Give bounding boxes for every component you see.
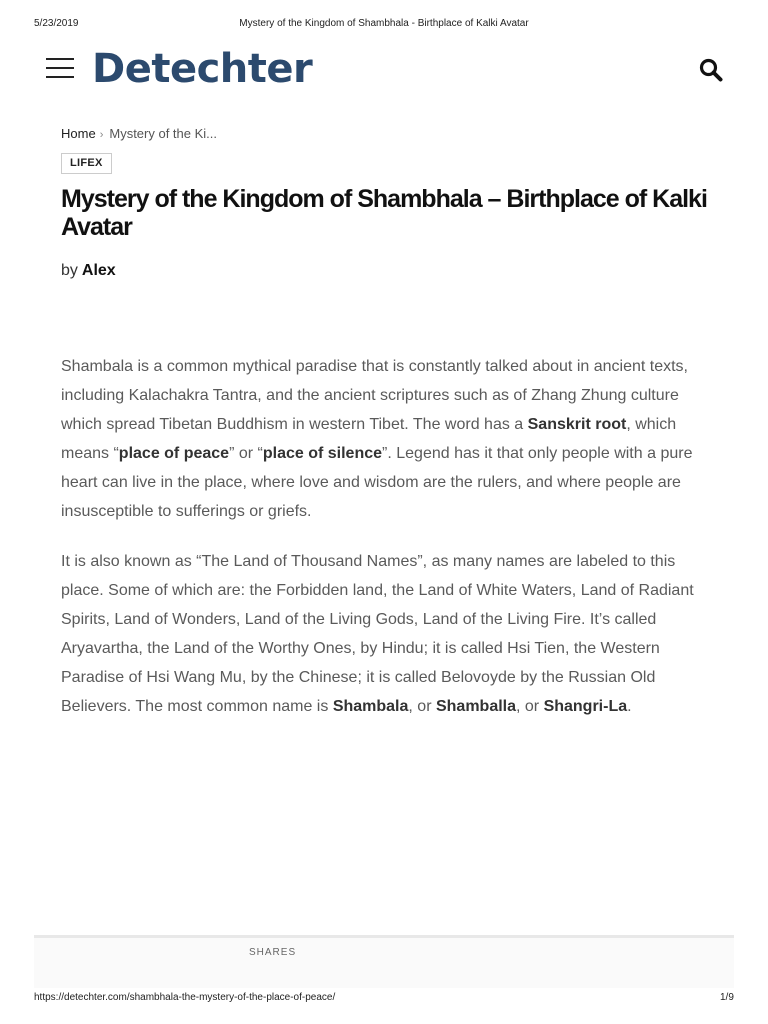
bold-term: Shangri-La <box>543 698 628 715</box>
author-link[interactable]: Alex <box>81 262 116 279</box>
hamburger-menu-icon[interactable] <box>46 57 74 79</box>
site-logo[interactable]: Detechter <box>92 46 313 92</box>
breadcrumb-current: Mystery of the Ki... <box>109 126 218 141</box>
print-url: https://detechter.com/shambhala-the-mystery-of-the-place-of-peace/ <box>34 992 336 1003</box>
breadcrumb-separator-icon: › <box>99 129 104 141</box>
bold-term: Shamballa <box>435 698 516 715</box>
share-bar <box>34 935 734 988</box>
shares-label: SHARES <box>249 947 297 958</box>
category-badge[interactable]: LIFEX <box>61 153 112 174</box>
bold-term: Sanskrit root <box>527 416 627 433</box>
article-paragraph: Shambala is a common mythical paradise that is constantly talked about in ancient texts, including Kalachakra Tantra, and the ancient scriptures such as of Zhang Zhung culture which spread Tibetan Buddhism in western Tibet. The word has a Sanskrit root, which means “place of peace” or “place of silence”. Legend has it that only people with a pure heart can live in the place, where love and wisdom are the rulers, and where people are insusceptible to sufferings or griefs. <box>61 358 693 520</box>
byline <box>61 262 116 280</box>
print-document-title: Mystery of the Kingdom of Shambhala - Birthplace of Kalki Avatar <box>239 18 529 29</box>
article-paragraph: It is also known as “The Land of Thousand Names”, as many names are labeled to this place. Some of which are: the Forbidden land, the Land of White Waters, Land of Radiant Spirits, Land of Wonders, Land of the Living Gods, Land of the Living Fire. It’s called Aryavartha, the Land of the Worthy Ones, by Hindu; it is called Hsi Tien, the Western Paradise of Hsi Wang Mu, by the Chinese; it is called Belovoyde by the Russian Old Believers. The most common name is Shambala, or Shamballa, or Shangri-La. <box>61 553 694 715</box>
print-page-number: 1/9 <box>720 992 734 1003</box>
search-icon[interactable] <box>698 57 724 83</box>
bold-term: place of silence <box>262 445 383 462</box>
byline-prefix: by <box>61 262 78 279</box>
print-footer <box>0 992 768 1006</box>
article-content <box>61 352 711 742</box>
bold-term: Shambala <box>332 698 409 715</box>
bold-term: place of peace <box>118 445 230 462</box>
site-header <box>0 44 768 94</box>
breadcrumb-home-link[interactable]: Home <box>61 126 96 141</box>
post-title: Mystery of the Kingdom of Shambhala – Birthplace of Kalki Avatar <box>61 185 707 241</box>
print-header <box>0 16 768 32</box>
breadcrumb <box>61 126 217 141</box>
print-date: 5/23/2019 <box>34 18 79 29</box>
